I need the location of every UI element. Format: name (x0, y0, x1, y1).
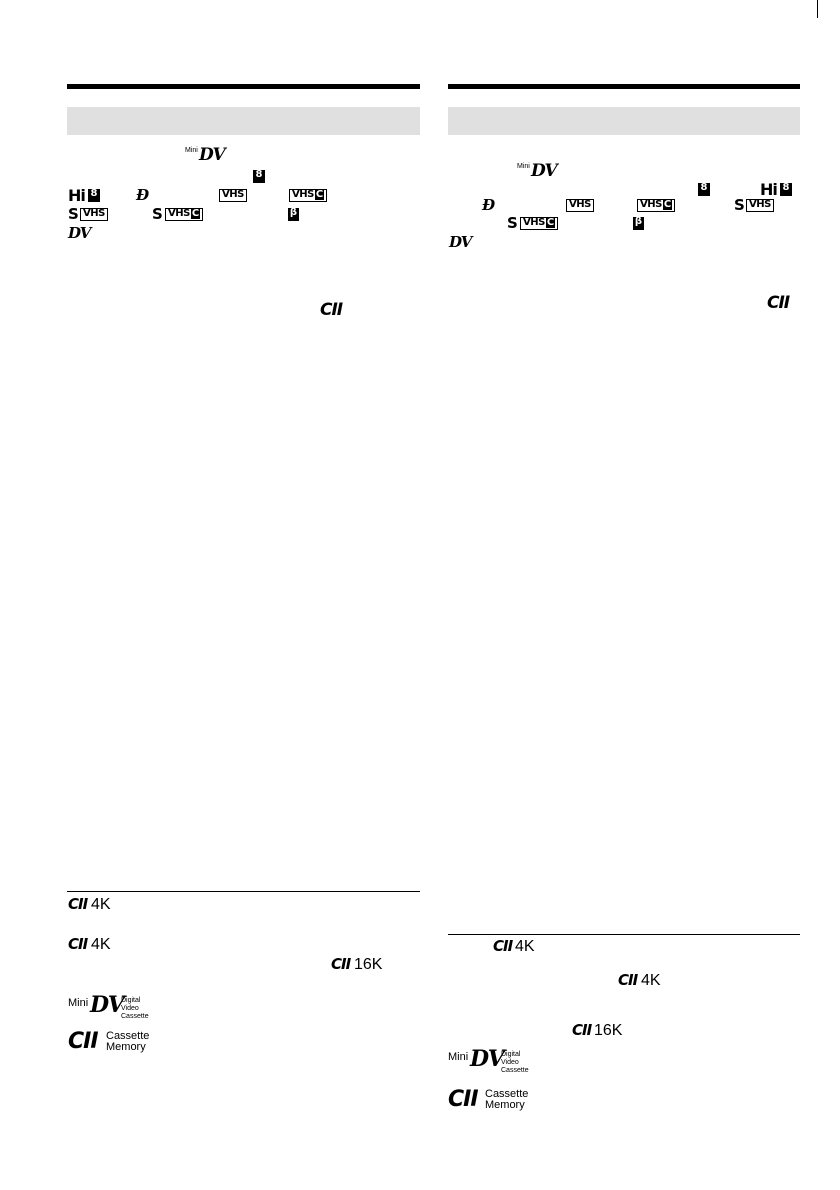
cm-4k-label-2: 4K (91, 936, 111, 953)
cm-16k-icon: CIΙ (331, 955, 351, 973)
digital-line-3-r: Cassette (501, 1067, 529, 1074)
memory-label: Memory (106, 1041, 146, 1053)
cm-4k-label: 4K (91, 896, 111, 913)
crop-mark (817, 0, 818, 18)
cm-4k-icon-2: CIΙ (68, 935, 88, 953)
cm-16k-label: 16K (354, 956, 383, 973)
svhsc-logo: VHS C (165, 208, 203, 221)
digital8-logo-r: Ɖ (482, 196, 495, 214)
svhs-s-logo-r: S (734, 196, 744, 214)
digital-line-2: Video (121, 1005, 139, 1012)
beta-logo-r: β (633, 217, 644, 230)
digital8-logo: Ɖ (136, 186, 149, 204)
cm-4k-icon: CIΙ (68, 895, 88, 913)
vhs-logo-r: VHS (566, 199, 594, 212)
digital-line-3: Cassette (121, 1013, 149, 1020)
mini-label-r: Mini (517, 163, 530, 170)
right-top-rule (448, 84, 800, 89)
minidv-logo: DV (199, 145, 225, 165)
svhs-logo: VHS (80, 208, 108, 221)
minidv-footer-mini: Mini (68, 997, 89, 1009)
video8-logo-r: 8 (698, 183, 710, 196)
beta-logo: β (288, 208, 299, 221)
left-top-rule (67, 84, 420, 89)
svhsc-s-logo: S (152, 205, 162, 223)
vhs-logo: VHS (219, 189, 247, 202)
cm-4k-icon-r-2: CIΙ (618, 971, 638, 989)
video8-logo: 8 (253, 170, 265, 183)
vhsc-logo: VHS C (289, 189, 327, 202)
cm-16k-label-r: 16K (594, 1022, 623, 1039)
hi8-logo-box-r: 8 (780, 183, 792, 196)
cassette-label: Cassette (106, 1030, 150, 1042)
cm-16k-icon-r: CIΙ (572, 1021, 592, 1039)
cassette-label-r: Cassette (485, 1088, 529, 1100)
left-footer-rule (67, 891, 420, 892)
cassette-memory-logo-icon-r: CIΙ (448, 1087, 478, 1112)
svhsc-logo-r: VHS C (520, 217, 558, 230)
left-heading-band (67, 107, 420, 135)
cm-4k-label-r-2: 4K (641, 972, 661, 989)
hi-logo-text: Hi (68, 186, 85, 205)
hi-logo-text-r: Hi (760, 180, 777, 199)
hi8-logo-box: 8 (88, 189, 100, 202)
cassette-memory-icon-r: CIΙ (767, 293, 790, 313)
right-footer-rule (448, 934, 800, 935)
svhs-logo-r: VHS (746, 199, 774, 212)
cassette-memory-logo-icon: CIΙ (68, 1029, 98, 1054)
digital-line-1: Digital (121, 997, 141, 1004)
svhsc-s-logo-r: S (507, 214, 517, 232)
minidv-footer-mini-r: Mini (448, 1051, 469, 1063)
cm-4k-icon-r: CIΙ (493, 937, 513, 955)
minidv-footer-dv: DV (90, 992, 124, 1018)
dv-logo: DV (68, 224, 91, 242)
vhsc-logo-r: VHS C (637, 199, 675, 212)
cm-4k-label-r: 4K (515, 938, 535, 955)
minidv-logo-r: DV (531, 161, 557, 181)
digital-line-1-r: Digital (501, 1051, 521, 1058)
mini-label: Mini (185, 147, 198, 154)
svhs-s-logo: S (68, 205, 78, 223)
memory-label-r: Memory (485, 1099, 525, 1111)
digital-line-2-r: Video (501, 1059, 519, 1066)
cassette-memory-icon: CIΙ (320, 300, 343, 320)
right-heading-band (448, 107, 800, 135)
dv-logo-r: DV (449, 233, 472, 251)
minidv-footer-dv-r: DV (470, 1046, 504, 1072)
